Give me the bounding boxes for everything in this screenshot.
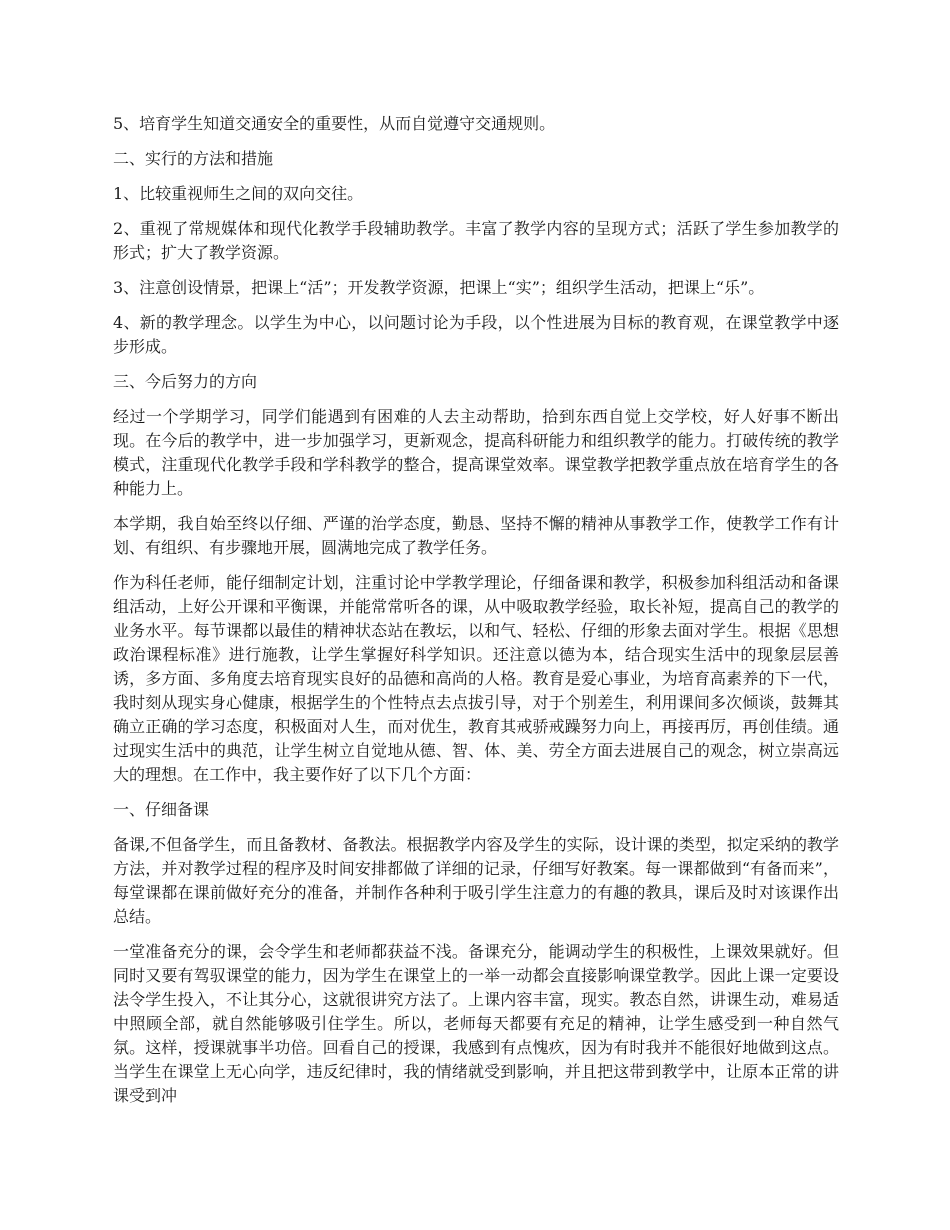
paragraph-method-2: 2、重视了常规媒体和现代化教学手段辅助教学。丰富了教学内容的呈现方式；活跃了学生参加教学的形式；扩大了教学资源。	[113, 219, 839, 262]
paragraph-goal-5: 5、培育学生知道交通安全的重要性，从而自觉遵守交通规则。	[113, 114, 556, 133]
paragraph-prepared-class: 一堂准备充分的课，会令学生和老师都获益不浅。备课充分，能调动学生的积极性，上课效果就好。但同时又要有驾驭课堂的能力，因为学生在课堂上的一举一动都会直接影响课堂教学。因此上课一定要设法令学生投入，不让其分心，这就很讲究方法了。上课内容丰富，现实。教态自然，讲课生动，难易适中照顾全部，就自然能够吸引住学生。所以，老师每天都要有充足的精神，让学生感受到一种自然气氛。这样，授课就事半功倍。回看自己的授课，我感到有点愧疚，因为有时我并不能很好地做到这点。当学生在课堂上无心向学，违反纪律时，我的情绪就受到影响，并且把这带到教学中，让原本正常的讲课受到冲	[113, 942, 839, 1105]
heading-future-direction: 三、今后努力的方向	[113, 372, 258, 391]
paragraph-method-1: 1、比较重视师生之间的双向交往。	[113, 184, 364, 203]
paragraph-teacher-role: 作为科任老师，能仔细制定计划，注重讨论中学教学理论，仔细备课和教学，积极参加科组活动和备课组活动，上好公开课和平衡课，并能常常听各的课，从中吸取教学经验，取长补短，提高自己的教学的业务水平。每节课都以最佳的精神状态站在教坛，以和气、轻松、仔细的形象去面对学生。根据《思想政治课程标准》进行施教，让学生掌握好科学知识。还注意以德为本，结合现实生活中的现象层层善诱，多方面、多角度去培育现实良好的品德和高尚的人格。教育是爱心事业，为培育高素养的下一代，我时刻从现实身心健康，根据学生的个性特点去点拔引导，对于个别差生，利用课间多次倾谈，鼓舞其确立正确的学习态度，积极面对人生，而对优生，教育其戒骄戒躁努力向上，再接再厉，再创佳绩。通过现实生活中的典范，让学生树立自觉地从德、智、体、美、劳全方面去进展自己的观念，树立崇高远大的理想。在工作中，我主要作好了以下几个方面：	[113, 573, 839, 784]
paragraph-semester: 本学期，我自始至终以仔细、严谨的治学态度，勤恳、坚持不懈的精神从事教学工作，使教学工作有计划、有组织、有步骤地开展，圆满地完成了教学任务。	[113, 514, 839, 557]
paragraph-method-4: 4、新的教学理念。以学生为中心，以问题讨论为手段，以个性进展为目标的教育观，在课堂教学中逐步形成。	[113, 313, 839, 356]
document-page	[113, 112, 839, 1119]
heading-methods: 二、实行的方法和措施	[113, 149, 274, 168]
paragraph-method-3: 3、注意创设情景，把课上“活”；开发教学资源，把课上“实”；组织学生活动，把课上“乐”。	[113, 278, 765, 297]
heading-lesson-prep: 一、仔细备课	[113, 800, 210, 819]
paragraph-future: 经过一个学期学习，同学们能遇到有困难的人去主动帮助，拾到东西自觉上交学校，好人好事不断出现。在今后的教学中，进一步加强学习，更新观念，提高科研能力和组织教学的能力。打破传统的教学模式，注重现代化教学手段和学科教学的整合，提高课堂效率。课堂教学把教学重点放在培育学生的各种能力上。	[113, 407, 839, 498]
paragraph-lesson-prep: 备课,不但备学生，而且备教材、备教法。根据教学内容及学生的实际，设计课的类型，拟定采纳的教学方法，并对教学过程的程序及时间安排都做了详细的记录，仔细写好教案。每一课都做到“有备而来”，每堂课都在课前做好充分的准备，并制作各种利于吸引学生注意力的有趣的教具，课后及时对该课作出总结。	[113, 835, 839, 926]
